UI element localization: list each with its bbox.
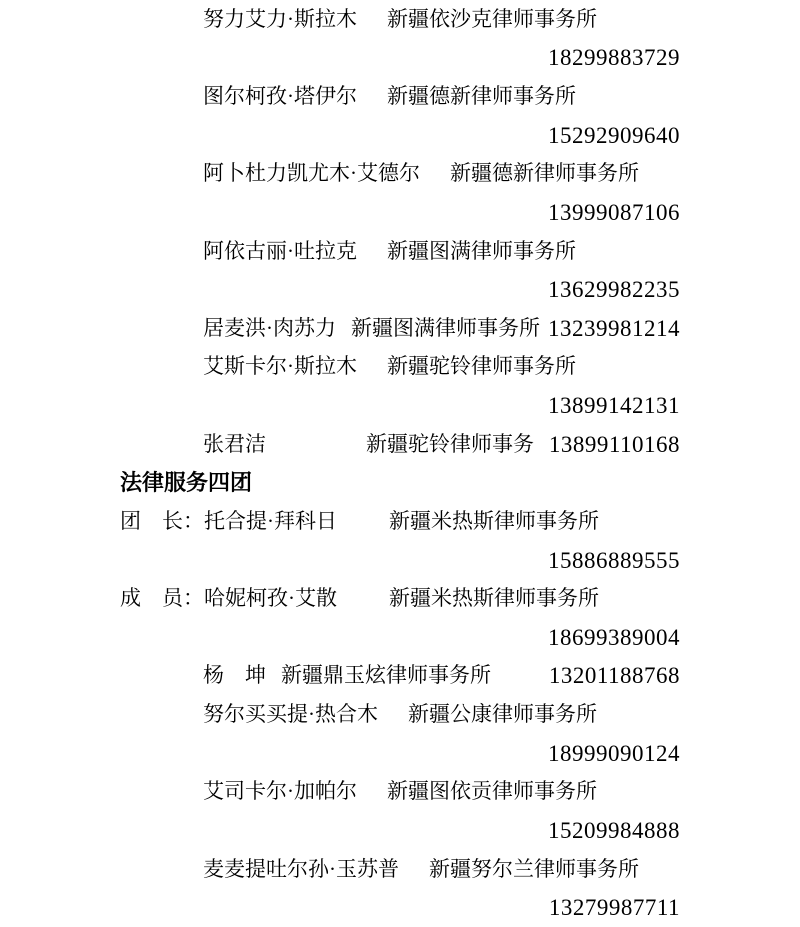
phone-row [0,541,800,580]
lawyer-name: 杨 坤 [203,663,266,688]
phone-number: 13201188768 [548,663,680,689]
phone-row [0,734,800,773]
lawyer-entry-row [0,77,800,116]
lawyer-name: 托合提·拜科日 [204,508,337,533]
section-heading: 法律服务四团 [120,469,253,495]
phone-number: 13239981214 [548,315,680,341]
lawyer-name: 麦麦提吐尔孙·玉苏普 [203,856,399,881]
law-firm-name: 新疆图满律师事务所 [387,238,576,263]
phone-row [0,618,800,657]
phone-number: 13899142131 [548,393,680,419]
lawyer-entry-row [0,657,800,696]
lawyer-name: 阿依古丽·吐拉克 [203,238,357,263]
lawyer-name: 艾司卡尔·加帕尔 [203,779,357,804]
law-firm-name: 新疆米热斯律师事务所 [389,586,599,611]
lawyer-name: 努力艾力·斯拉木 [203,6,357,31]
role-label: 成 员： [120,586,204,611]
phone-number: 15886889555 [548,547,680,573]
phone-row [0,386,800,425]
law-firm-name: 新疆努尔兰律师事务所 [429,856,639,881]
law-firm-name: 新疆公康律师事务所 [408,702,597,727]
lawyer-name: 哈妮柯孜·艾散 [204,586,337,611]
phone-number: 18999090124 [548,740,680,766]
lawyer-name: 阿卜杜力凯尤木·艾德尔 [203,161,420,186]
lawyer-entry-row [0,695,800,734]
lawyer-name: 居麦洪·肉苏力 [203,315,336,340]
lawyer-entry-row [0,850,800,889]
law-firm-name: 新疆德新律师事务所 [387,84,576,109]
law-firm-name: 新疆驼铃律师事务 [366,431,534,456]
phone-number: 13899110168 [548,431,680,457]
phone-row [0,193,800,232]
phone-number: 18699389004 [548,624,680,650]
phone-row [0,270,800,309]
lawyer-entry-row [0,232,800,271]
phone-row [0,116,800,155]
law-firm-name: 新疆德新律师事务所 [450,161,639,186]
law-firm-name: 新疆图满律师事务所 [351,315,540,340]
lawyer-name: 图尔柯孜·塔伊尔 [203,84,357,109]
phone-row [0,39,800,78]
lawyer-entry-row [0,155,800,194]
lawyer-entry-row [0,425,800,464]
law-firm-name: 新疆图依贡律师事务所 [387,779,597,804]
lawyer-name: 艾斯卡尔·斯拉木 [203,354,357,379]
lawyer-entry-row [0,773,800,812]
law-firm-name: 新疆鼎玉炫律师事务所 [281,663,491,688]
law-firm-name: 新疆依沙克律师事务所 [387,6,597,31]
phone-number: 13999087106 [548,199,680,225]
lawyer-entry-row [0,0,800,39]
lawyer-entry-row [0,309,800,348]
phone-number: 13279987711 [548,895,680,921]
phone-row [0,811,800,850]
phone-row [0,888,800,927]
role-label: 团 长： [120,508,204,533]
phone-number: 15292909640 [548,122,680,148]
lawyer-name: 张君洁 [203,431,266,456]
lawyer-name: 努尔买买提·热合木 [203,702,378,727]
phone-number: 15209984888 [548,817,680,843]
role-row [0,502,800,541]
role-row [0,579,800,618]
law-firm-name: 新疆驼铃律师事务所 [387,354,576,379]
law-firm-name: 新疆米热斯律师事务所 [389,508,599,533]
phone-number: 13629982235 [548,277,680,303]
phone-number: 18299883729 [548,45,680,71]
lawyer-entry-row [0,348,800,387]
section-heading-row [0,464,800,503]
